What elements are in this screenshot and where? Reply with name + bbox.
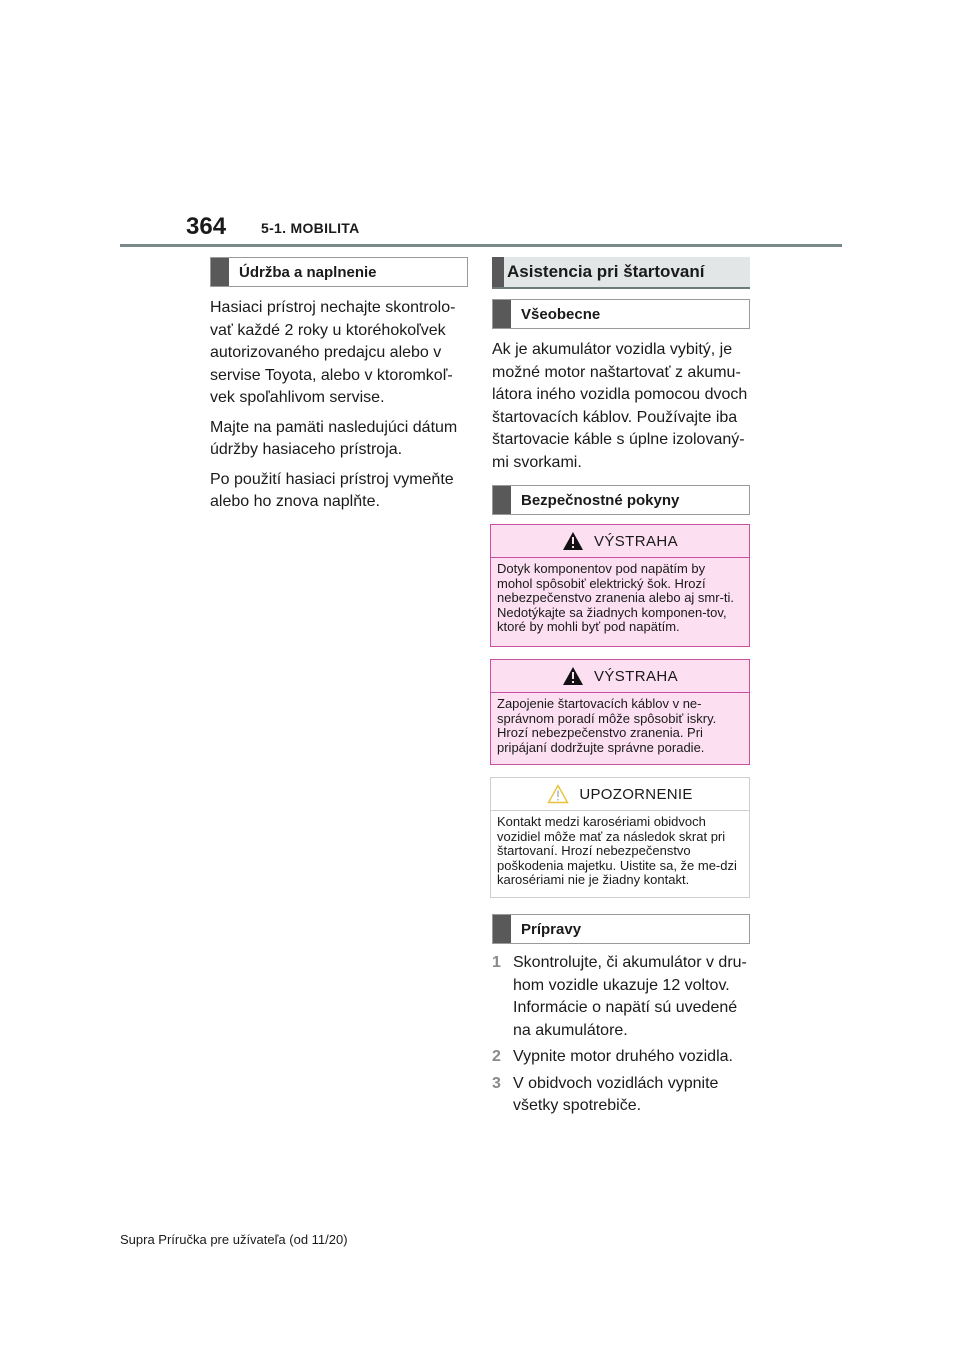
left-paragraph: Majte na pamäti nasledujúci dátum údržby hasiaceho prístroja. bbox=[210, 418, 458, 458]
warning-title: VÝSTRAHA bbox=[593, 532, 679, 550]
warning-box-1 bbox=[490, 524, 750, 647]
warning-title: VÝSTRAHA bbox=[593, 667, 679, 685]
notice-box bbox=[490, 777, 750, 898]
list-item bbox=[492, 1073, 754, 1118]
left-paragraphs bbox=[210, 297, 468, 521]
main-heading-text: Asistencia pri štartovaní bbox=[507, 262, 705, 281]
warning-text: Dotyk komponentov pod napätím by mohol spôsobiť elektrický šok. Hrozí nebezpečenstvo zranenia alebo aj smr-ti. Nedotýkajte sa žiadnych komponen-tov, ktoré by mohli byť pod napätím. bbox=[497, 561, 735, 634]
main-heading bbox=[492, 257, 750, 289]
steps-list bbox=[492, 952, 754, 1122]
heading-bar bbox=[493, 486, 511, 514]
header-rule bbox=[120, 244, 842, 247]
general-text bbox=[492, 339, 754, 481]
warning-header bbox=[491, 525, 749, 558]
step-text: Vypnite motor druhého vozidla. bbox=[513, 1048, 733, 1065]
general-heading bbox=[492, 299, 750, 329]
warning-text: Zapojenie štartovacích káblov v ne-správnom poradí môže spôsobiť iskry. Hrozí nebezpečenstvo zranenia. Pri pripájaní dodržujte správne poradie. bbox=[497, 696, 717, 755]
heading-bar bbox=[211, 258, 229, 286]
step-number: 1 bbox=[492, 954, 501, 971]
step-number: 2 bbox=[492, 1048, 501, 1065]
warning-triangle-icon bbox=[562, 666, 584, 686]
step-text: Skontrolujte, či akumulátor v dru-hom vozidle ukazuje 12 voltov. Informácie o napätí sú uvedené na akumulátore. bbox=[513, 954, 747, 1039]
notice-header bbox=[491, 778, 749, 811]
heading-bar bbox=[493, 300, 511, 328]
general-paragraph: Ak je akumulátor vozidla vybitý, je možné motor naštartovať z akumu-látora iného vozidla pomocou dvoch štartovacích káblov. Používajte iba štartovacie káble s úplne izolovaný-mi svorkami. bbox=[492, 341, 748, 471]
footer: Supra Príručka pre užívateľa (od 11/20) bbox=[120, 1232, 348, 1247]
left-paragraph: Po použití hasiaci prístroj vymeňte alebo ho znova naplňte. bbox=[210, 470, 454, 510]
notice-title: UPOZORNENIE bbox=[579, 785, 693, 803]
heading-bar bbox=[492, 257, 504, 287]
step-number: 3 bbox=[492, 1074, 501, 1092]
list-item bbox=[492, 952, 754, 1042]
prep-heading-text: Prípravy bbox=[521, 920, 582, 938]
prep-heading bbox=[492, 914, 750, 944]
notice-text: Kontakt medzi karosériami obidvoch vozidiel môže mať za následok skrat pri štartovaní. Hrozí nebezpečenstvo poškodenia majetku. Uistite sa, že me-dzi karosériami nie je žiadny kontakt. bbox=[497, 814, 737, 887]
left-paragraph: Hasiaci prístroj nechajte skontrolo-vať každé 2 roky u ktoréhokoľvek autorizovaného predajcu alebo v servise Toyota, alebo v ktoromkoľ-vek spoľahlivom servise. bbox=[210, 299, 456, 406]
left-heading bbox=[210, 257, 468, 287]
section-label: 5-1. MOBILITA bbox=[261, 220, 360, 236]
warning-box-2 bbox=[490, 659, 750, 765]
page-number: 364 bbox=[186, 213, 227, 240]
left-heading-text: Údržba a naplnenie bbox=[239, 263, 377, 281]
safety-heading bbox=[492, 485, 750, 515]
step-text: V obidvoch vozidlách vypnite všetky spotrebiče. bbox=[513, 1074, 719, 1114]
caution-triangle-icon bbox=[547, 784, 569, 804]
warning-triangle-icon bbox=[562, 531, 584, 551]
safety-heading-text: Bezpečnostné pokyny bbox=[521, 491, 680, 509]
general-heading-text: Všeobecne bbox=[521, 305, 601, 323]
heading-bar bbox=[493, 915, 511, 943]
warning-header bbox=[491, 660, 749, 693]
list-item bbox=[492, 1046, 754, 1069]
